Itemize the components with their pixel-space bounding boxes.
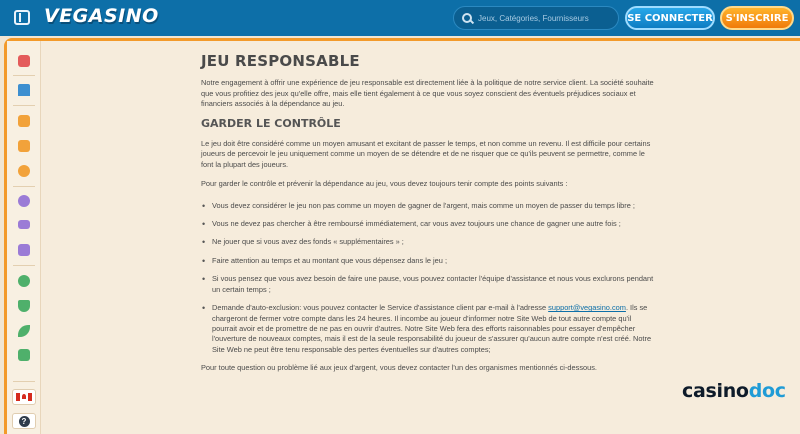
support-email-link[interactable]: support@vegasino.com [548, 303, 626, 313]
sidebar-divider [13, 265, 35, 266]
canada-flag-icon[interactable] [12, 389, 36, 405]
top-bar [0, 0, 800, 36]
bonus-icon[interactable] [18, 140, 30, 152]
leaf-icon[interactable] [18, 325, 30, 337]
sidebar-divider [13, 186, 35, 187]
sidebar-toggle-icon[interactable] [14, 10, 30, 25]
sidebar [7, 41, 41, 434]
section-title: GARDER LE CONTRÔLE [201, 116, 341, 130]
outro-paragraph: Pour toute question ou problème lié aux jeux d'argent, vous devez contacter l'un des organismes mentionnés ci-dessous. [201, 363, 597, 373]
shop-icon[interactable] [18, 349, 30, 361]
list-item: • Faire attention au temps et au montant que vous dépensez dans le jeu ; [201, 256, 656, 266]
tips-list [201, 201, 656, 355]
list-item [201, 303, 656, 355]
sidebar-divider [13, 381, 35, 382]
list-item-text: . Ils se chargeront de fermer votre compte dans les 24 heures. Il incombe au joueur d'informer notre Site Web de tout autre compte qu'il pourrait avoir et de promettre de ne pas en ouvrir d'autres. Notre Site Web fera des efforts raisonnables pour essayer d'empêcher l'ouverture de nouveaux comptes, mais il est de la seule responsabilité du joueur de s'assurer qu'aucun autre compte n'est créé. Notre Site Web ne peut être tenu responsable des pertes éventuelles sur d'autres comptes; [212, 303, 652, 354]
help-button[interactable] [12, 413, 36, 429]
logo[interactable]: VEGASINO [44, 5, 159, 27]
content-area [201, 52, 656, 383]
award-icon[interactable] [18, 275, 30, 287]
sidebar-divider [13, 105, 35, 106]
list-item: • Si vous pensez que vous avez besoin de faire une pause, vous pouvez contacter l'équipe d'assistance et nous vous exclurons pendant un certain temps ; [201, 274, 656, 295]
paragraph: Pour garder le contrôle et prévenir la dépendance au jeu, vous devez toujours tenir compte des points suivants : [201, 179, 568, 189]
paragraph: Le jeu doit être considéré comme un moyen amusant et excitant de passer le temps, et non comme un revenu. Il est difficile pour certains joueurs de percevoir le jeu uniquement comme un moyen de se détendre et de ne risquer que ce qu'ils peuvent se permettre, comme le font la plupart des joueurs. [201, 139, 651, 169]
list-item-text: Demande d'auto-exclusion: vous pouvez contacter le Service d'assistance client par e-mail à l'adresse [212, 303, 547, 313]
search-icon [462, 13, 472, 23]
login-button[interactable]: SE CONNECTER [625, 6, 715, 30]
search-input[interactable] [478, 14, 608, 23]
intro-paragraph: Notre engagement à offrir une expérience de jeu responsable est directement liée à la politique de notre service client. La société souhaite que vous profitiez des jeux qu'elle offre, mais elle tient également à ce que vous soyez conscient des éventuels préjudices sociaux et financiers associés à la dépendance au jeu. [201, 78, 654, 109]
list-item: • Vous devez considérer le jeu non pas comme un moyen de gagner de l'argent, mais comme un moyen de passer du temps libre ; [201, 201, 656, 211]
cards-icon[interactable] [18, 115, 30, 127]
tv-icon[interactable] [18, 244, 30, 256]
roulette-icon[interactable] [18, 195, 30, 207]
watermark-left: casino [682, 380, 749, 402]
home-icon[interactable] [18, 84, 30, 96]
help-icon: ? [19, 416, 30, 427]
sidebar-divider [13, 75, 35, 76]
watermark-right: doc [748, 380, 786, 402]
list-item: • Ne jouer que si vous avez des fonds « supplémentaires » ; [201, 237, 656, 247]
page-title: JEU RESPONSABLE [201, 52, 360, 70]
signup-button[interactable]: S'INSCRIRE [720, 6, 794, 30]
gift-icon[interactable] [18, 55, 30, 67]
list-item: • Vous ne devez pas chercher à être remboursé immédiatement, car vous avez toujours une chance de gagner une autre fois ; [201, 219, 656, 229]
search-bar[interactable] [453, 6, 619, 30]
clover-icon[interactable] [18, 165, 30, 177]
trophy-icon[interactable] [18, 300, 30, 312]
casinodoc-watermark [682, 380, 786, 402]
live-icon[interactable] [18, 220, 30, 229]
